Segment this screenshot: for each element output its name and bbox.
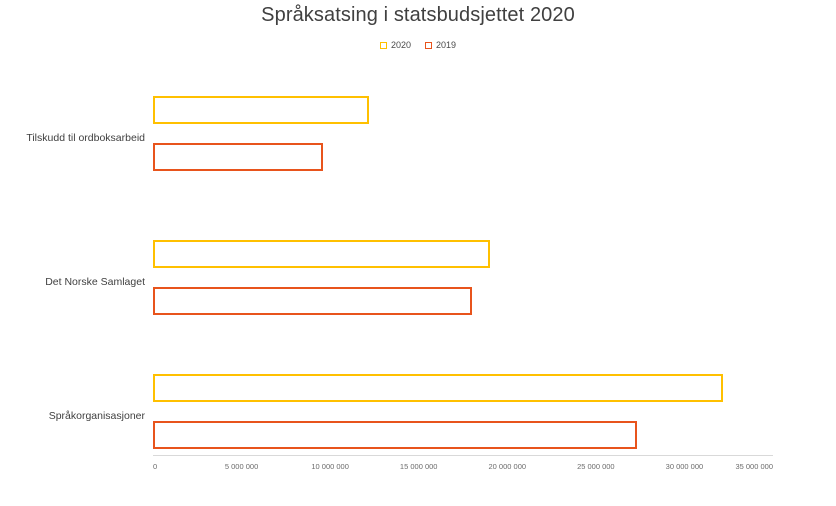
x-tick-label: 5 000 000 <box>224 462 259 471</box>
plot-area <box>26 72 773 484</box>
x-tick-label: 20 000 000 <box>488 462 527 471</box>
x-tick-label: 30 000 000 <box>665 462 704 471</box>
category-label: Det Norske Samlaget <box>45 276 145 288</box>
bar-group <box>48 374 773 460</box>
legend-item-2020[interactable] <box>380 40 411 50</box>
chart-legend <box>0 40 836 50</box>
bar-group <box>45 240 773 326</box>
legend-swatch-2019 <box>425 42 432 49</box>
category-label: Tilskudd til ordboksarbeid <box>26 132 145 144</box>
bar-2019[interactable] <box>153 421 637 449</box>
legend-item-2019[interactable] <box>425 40 456 50</box>
x-tick-label: 10 000 000 <box>311 462 349 471</box>
x-tick-label: 25 000 000 <box>577 462 615 471</box>
bar-2020[interactable] <box>153 96 369 124</box>
bar-2019[interactable] <box>153 287 472 315</box>
x-tick-label: 35 000 000 <box>735 462 773 471</box>
legend-label-2019: 2019 <box>436 40 457 50</box>
category-label: Språkorganisasjoner <box>48 410 145 422</box>
bar-2020[interactable] <box>153 240 490 268</box>
x-tick-label: 0 <box>153 462 158 471</box>
legend-swatch-2020 <box>380 42 387 49</box>
x-tick-label: 15 000 000 <box>399 462 438 471</box>
bar-group <box>26 96 773 182</box>
legend-label-2020: 2020 <box>390 40 411 50</box>
chart-title: Språksatsing i statsbudsjettet 2020 <box>261 4 575 26</box>
x-axis-tick-labels <box>153 462 773 476</box>
bar-2020[interactable] <box>153 374 723 402</box>
bar-2019[interactable] <box>153 143 323 171</box>
